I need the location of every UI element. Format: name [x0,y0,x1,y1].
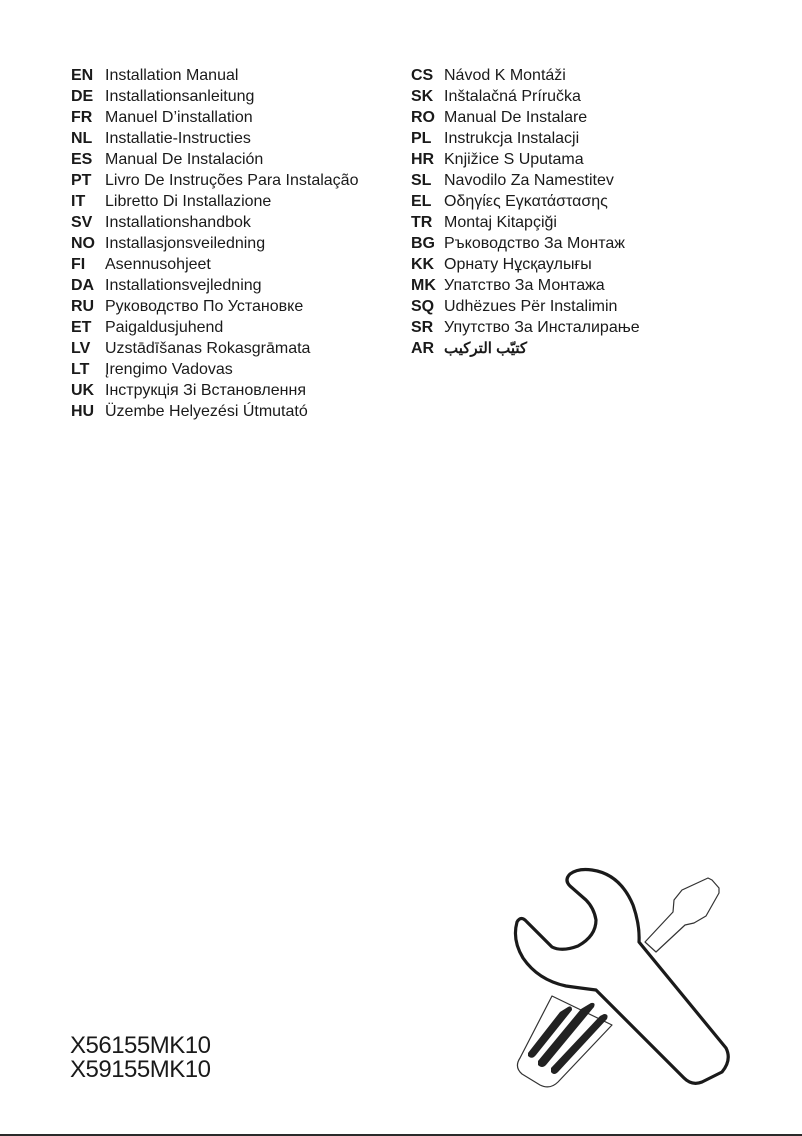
language-title: Üzembe Helyezési Útmutató [105,403,308,420]
language-code: KK [411,256,435,273]
language-title: Installationsvejledning [105,277,262,294]
language-title: Montaj Kitapçiği [444,214,557,231]
language-code: CS [411,67,434,84]
language-code: BG [411,235,435,252]
language-code: AR [411,340,435,357]
language-row-en [71,65,358,86]
language-code: RO [411,109,435,126]
language-title: كتيّب التركيب [444,340,528,357]
language-code: UK [71,382,95,399]
language-row-ar [411,338,659,359]
language-code: SV [71,214,93,231]
language-code: TR [411,214,433,231]
language-row-mk [411,275,659,296]
model-number: X59155MK10 [70,1056,211,1083]
language-row-sv [71,212,358,233]
language-code: PL [411,130,432,147]
language-code: FI [71,256,86,273]
language-row-tr [411,212,659,233]
language-row-el [411,191,659,212]
language-row-ru [71,296,358,317]
language-row-fi [71,254,358,275]
language-title: Manual De Instalare [444,109,588,126]
language-title: Installation Manual [105,67,239,84]
language-title: Упутство За Инсталирање [444,319,640,336]
language-code: FR [71,109,93,126]
language-row-pt [71,170,358,191]
language-row-it [71,191,358,212]
language-title: Paigaldusjuhend [105,319,224,336]
language-row-nl [71,128,358,149]
language-title: Installasjonsveiledning [105,235,266,252]
language-code: ET [71,319,92,336]
language-code: ES [71,151,93,168]
language-title: Asennusohjeet [105,256,211,273]
language-title: Οδηγίες Εγκατάστασης [444,193,608,210]
model-number: X56155MK10 [70,1032,211,1059]
language-row-lv [71,338,358,359]
language-row-fr [71,107,358,128]
language-list-right [411,65,659,359]
language-code: SK [411,88,434,105]
language-title: Inštalačná Príručka [444,88,581,105]
language-title: Livro De Instruções Para Instalação [105,172,359,189]
language-title: Installationshandbok [105,214,251,231]
language-row-sk [411,86,659,107]
language-row-pl [411,128,659,149]
language-code: SQ [411,298,435,315]
language-title: Ръководство За Монтаж [444,235,625,252]
language-code: PT [71,172,92,189]
language-code: RU [71,298,95,315]
language-row-de [71,86,358,107]
language-code: NL [71,130,93,147]
language-title: Įrengimo Vadovas [105,361,233,378]
language-row-ro [411,107,659,128]
language-code: LV [71,340,91,357]
language-row-sl [411,170,659,191]
language-code: NO [71,235,95,252]
language-title: Navodilo Za Namestitev [444,172,614,189]
language-title: Manual De Instalación [105,151,264,168]
language-row-no [71,233,358,254]
language-code: SR [411,319,434,336]
language-row-hr [411,149,659,170]
language-title: Knjižice S Uputama [444,151,584,168]
language-title: Руководство По Установке [105,298,304,315]
language-title: Упатство За Монтажа [444,277,605,294]
language-code: IT [71,193,86,210]
wrench-and-screwdriver-icon [490,850,730,1100]
language-title: Installatie-Instructies [105,130,251,147]
language-row-sq [411,296,659,317]
language-row-bg [411,233,659,254]
language-code: EN [71,67,94,84]
language-code: DA [71,277,95,294]
model-numbers [70,1034,210,1082]
language-row-kk [411,254,659,275]
language-row-da [71,275,358,296]
language-code: LT [71,361,90,378]
language-list-left [71,65,358,422]
language-title: Návod K Montáži [444,67,566,84]
language-row-lt [71,359,358,380]
language-code: DE [71,88,94,105]
language-row-uk [71,380,358,401]
language-code: SL [411,172,432,189]
language-code: MK [411,277,436,294]
language-title: Manuel D’installation [105,109,253,126]
language-code: HU [71,403,95,420]
language-row-es [71,149,358,170]
language-row-sr [411,317,659,338]
language-row-et [71,317,358,338]
language-title: Libretto Di Installazione [105,193,272,210]
language-row-hu [71,401,358,422]
language-title: Instrukcja Instalacji [444,130,580,147]
language-code: HR [411,151,435,168]
language-title: Uzstādīšanas Rokasgrāmata [105,340,311,357]
language-title: Інструкція Зі Встановлення [105,382,306,399]
language-title: Installationsanleitung [105,88,255,105]
language-code: EL [411,193,432,210]
language-title: Орнату Нұсқаулығы [444,256,592,273]
language-title: Udhëzues Për Instalimin [444,298,618,315]
language-row-cs [411,65,659,86]
